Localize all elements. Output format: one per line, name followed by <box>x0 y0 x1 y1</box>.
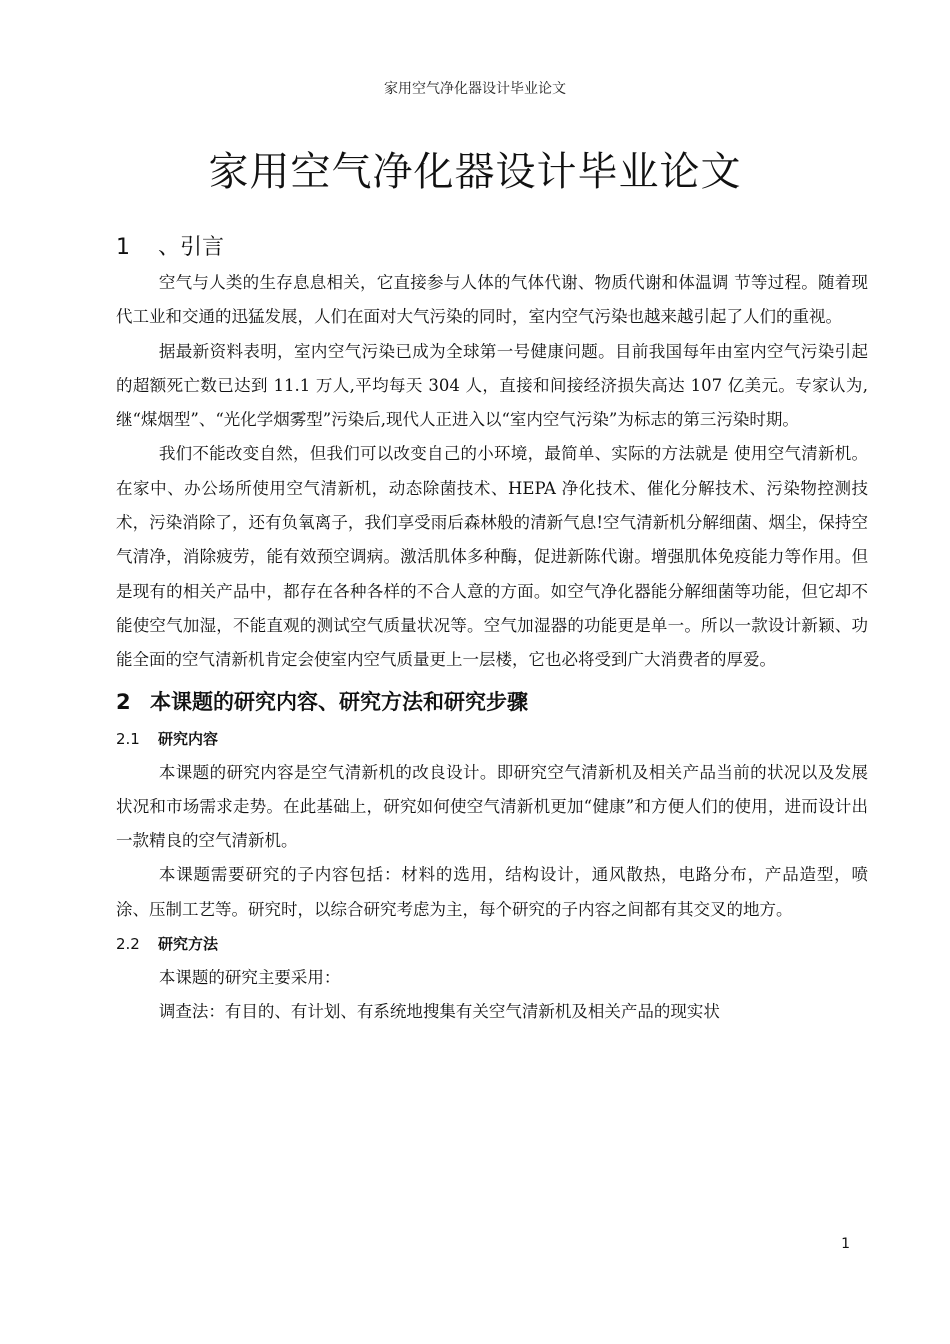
subsection-2-1-number: 2.1 <box>116 729 140 748</box>
paragraph: 本课题的研究内容是空气清新机的改良设计。即研究空气清新机及相关产品当前的状况以及发展状况和市场需求走势。在此基础上，研究如何使空气清新机更加“健康”和方便人们的使用，进而设计出一款精良的空气清新机。 <box>116 762 868 851</box>
section-2-title: 本课题的研究内容、研究方法和研究步骤 <box>150 689 528 714</box>
section-1-title: 、引言 <box>158 235 225 260</box>
subsection-2-2-title: 研究方法 <box>158 935 219 954</box>
paragraph: 本课题的研究主要采用： <box>158 968 341 988</box>
paragraph: 本课题需要研究的子内容包括：材料的选用，结构设计，通风散热，电路分布，产品造型，喷涂、压制工艺等。研究时，以综合研究考虑为主，每个研究的子内容之间都有其交叉的地方。 <box>116 865 868 919</box>
paragraph: 据最新资料表明，室内空气污染已成为全球第一号健康问题。目前我国每年由室内空气污染引起的超额死亡数已达到 11.1 万人,平均每天 304 人，直接和间接经济损失高达 107 亿美元。专家认为,继“煤烟型”、“光化学烟雾型”污染后,现代人正进入以“室内空气污染”为标志的第三污染时期。 <box>116 341 868 430</box>
paragraph: 我们不能改变自然，但我们可以改变自己的小环境，最简单、实际的方法就是 使用空气清新机。在家中、办公场所使用空气清新机，动态除菌技术、HEPA 净化技术、催化分解技术、污染物控测技术，污染消除了，还有负氧离子，我们享受雨后森林般的清新气息!空气清新机分解细菌、烟尘，保持空气清净，消除疲劳，能有效预空调病。激活肌体多种酶，促进新陈代谢。增强肌体免疫能力等作用。但是现有的相关产品中，都存在各种各样的不合人意的方面。如空气净化器能分解细菌等功能，但它却不能使空气加湿，不能直观的测试空气质量状况等。空气加湿器的功能更是单一。所以一款设计新颖、功能全面的空气清新机肯定会使室内空气质量更上一层楼，它也必将受到广大消费者的厚爱。 <box>116 444 868 670</box>
subsection-2-2-heading <box>116 927 868 961</box>
section-1-heading <box>116 230 868 266</box>
paragraph: 空气与人类的生存息息相关，它直接参与人体的气体代谢、物质代谢和体温调 节等过程。随着现代工业和交通的迅猛发展，人们在面对大气污染的同时，室内空气污染也越来越引起了人们的重视。 <box>116 273 868 327</box>
section-2-number: 2 <box>116 689 131 714</box>
document-title: 家用空气净化器设计毕业论文 <box>208 149 742 195</box>
subsection-2-1-title: 研究内容 <box>158 729 219 748</box>
subsection-2-2-number: 2.2 <box>116 935 140 954</box>
subsection-2-1-heading <box>116 722 868 756</box>
section-2-heading <box>116 682 868 722</box>
page-number: 1 <box>841 1236 850 1252</box>
paragraph: 调查法：有目的、有计划、有系统地搜集有关空气清新机及相关产品的现实状 <box>158 1002 720 1022</box>
document-body <box>116 230 868 1030</box>
section-1-number: 1 <box>116 235 130 260</box>
running-header: 家用空气净化器设计毕业论文 <box>384 81 566 97</box>
